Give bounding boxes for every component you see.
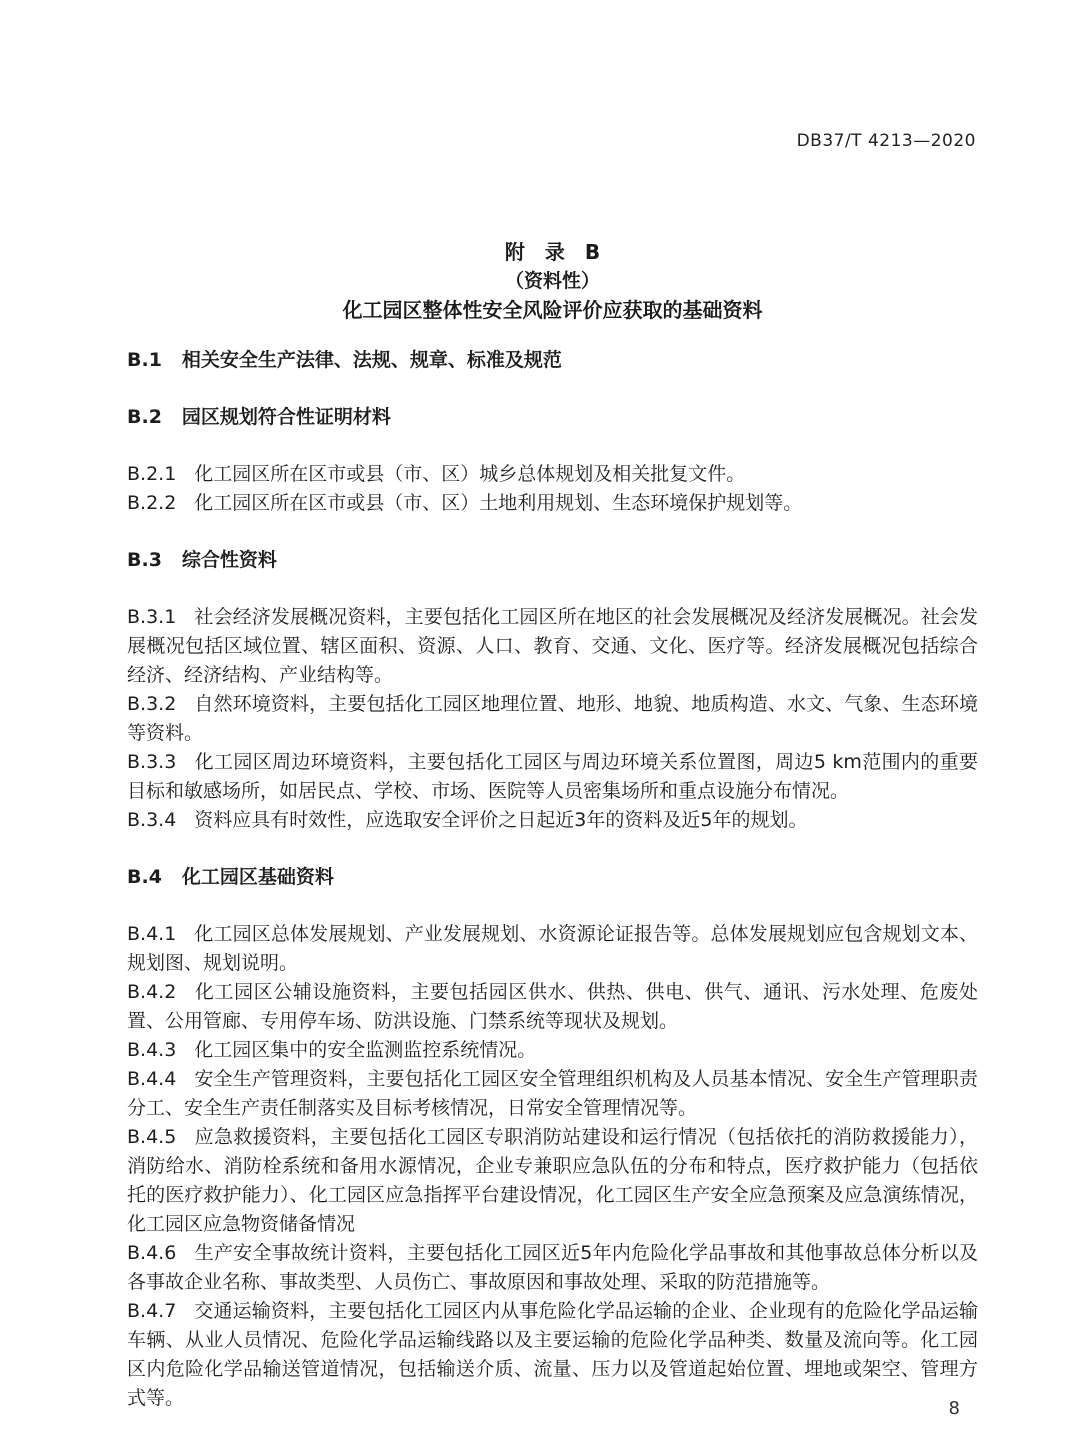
clause-number: B.2.2 bbox=[127, 492, 177, 514]
clause-text: 化工园区公辅设施资料，主要包括园区供水、供热、供电、供气、通讯、污水处理、危废处置、公用管廊、专用停车场、防洪设施、门禁系统等现状及规划。 bbox=[127, 981, 978, 1032]
page-number: 8 bbox=[948, 1398, 960, 1419]
section-title: 园区规划符合性证明材料 bbox=[181, 406, 391, 428]
appendix-title: 化工园区整体性安全风险评价应获取的基础资料 bbox=[342, 298, 763, 322]
clause-b3-2 bbox=[127, 690, 978, 748]
clause-number: B.2.1 bbox=[127, 463, 177, 485]
clause-number: B.4.4 bbox=[127, 1068, 177, 1090]
section-title: 化工园区基础资料 bbox=[181, 866, 334, 888]
clause-text: 交通运输资料，主要包括化工园区内从事危险化学品运输的企业、企业现有的危险化学品运输车辆、从业人员情况、危险化学品运输线路以及主要运输的危险化学品种类、数量及流向等。化工园区内危险化学品输送管道情况，包括输送介质、流量、压力以及管道起始位置、埋地或架空、管理方式等。 bbox=[127, 1300, 978, 1409]
section-number: B.3 bbox=[127, 549, 162, 571]
clause-text: 化工园区总体发展规划、产业发展规划、水资源论证报告等。总体发展规划应包含规划文本、规划图、规划说明。 bbox=[127, 923, 978, 974]
clause-text: 化工园区集中的安全监测监控系统情况。 bbox=[194, 1039, 537, 1061]
clause-b4-5 bbox=[127, 1123, 978, 1239]
clause-b3-4 bbox=[127, 806, 978, 835]
document-body bbox=[127, 346, 978, 1413]
clause-text: 生产安全事故统计资料，主要包括化工园区近5年内危险化学品事故和其他事故总体分析以及各事故企业名称、事故类型、人员伤亡、事故原因和事故处理、采取的防范措施等。 bbox=[127, 1242, 978, 1293]
clause-text: 资料应具有时效性，应选取安全评价之日起近3年的资料及近5年的规划。 bbox=[194, 809, 808, 831]
clause-b3-3 bbox=[127, 748, 978, 806]
section-title: 相关安全生产法律、法规、规章、标准及规范 bbox=[181, 349, 562, 371]
section-heading-b2 bbox=[127, 403, 978, 432]
clause-number: B.4.6 bbox=[127, 1242, 177, 1264]
clause-number: B.4.1 bbox=[127, 923, 177, 945]
clause-number: B.4.3 bbox=[127, 1039, 177, 1061]
clause-number: B.4.2 bbox=[127, 981, 177, 1003]
clause-number: B.4.5 bbox=[127, 1126, 177, 1148]
clause-b3-1 bbox=[127, 603, 978, 690]
clause-text: 安全生产管理资料，主要包括化工园区安全管理组织机构及人员基本情况、安全生产管理职责分工、安全生产责任制落实及目标考核情况，日常安全管理情况等。 bbox=[127, 1068, 978, 1119]
clause-b4-1 bbox=[127, 920, 978, 978]
standard-number-header: DB37/T 4213—2020 bbox=[796, 131, 976, 151]
appendix-label: 附 录 B bbox=[504, 240, 601, 264]
section-number: B.2 bbox=[127, 406, 162, 428]
section-heading-b4 bbox=[127, 863, 978, 892]
clause-b4-4 bbox=[127, 1065, 978, 1123]
clause-number: B.3.4 bbox=[127, 809, 177, 831]
clause-b2-1 bbox=[127, 460, 978, 489]
section-number: B.1 bbox=[127, 349, 162, 371]
clause-b2-2 bbox=[127, 489, 978, 518]
clause-number: B.3.2 bbox=[127, 693, 177, 715]
clause-text: 社会经济发展概况资料，主要包括化工园区所在地区的社会发展概况及经济发展概况。社会发展概况包括区域位置、辖区面积、资源、人口、教育、交通、文化、医疗等。经济发展概况包括综合经济、经济结构、产业结构等。 bbox=[127, 606, 978, 686]
clause-text: 应急救援资料，主要包括化工园区专职消防站建设和运行情况（包括依托的消防救援能力），消防给水、消防栓系统和备用水源情况，企业专兼职应急队伍的分布和特点，医疗救护能力（包括依托的医疗救护能力）、化工园区应急指挥平台建设情况，化工园区生产安全应急预案及应急演练情况，化工园区应急物资储备情况 bbox=[127, 1126, 978, 1235]
clause-number: B.3.1 bbox=[127, 606, 177, 628]
clause-text: 化工园区所在区市或县（市、区）土地利用规划、生态环境保护规划等。 bbox=[194, 492, 803, 514]
clause-b4-7 bbox=[127, 1297, 978, 1413]
clause-number: B.3.3 bbox=[127, 751, 177, 773]
section-heading-b1 bbox=[127, 346, 978, 375]
clause-b4-2 bbox=[127, 978, 978, 1036]
clause-b4-6 bbox=[127, 1239, 978, 1297]
section-number: B.4 bbox=[127, 866, 162, 888]
appendix-informative-note: （资料性） bbox=[504, 270, 600, 292]
clause-b4-3 bbox=[127, 1036, 978, 1065]
clause-number: B.4.7 bbox=[127, 1300, 177, 1322]
clause-text: 化工园区所在区市或县（市、区）城乡总体规划及相关批复文件。 bbox=[194, 463, 746, 485]
clause-text: 自然环境资料，主要包括化工园区地理位置、地形、地貌、地质构造、水文、气象、生态环境等资料。 bbox=[127, 693, 978, 744]
section-title: 综合性资料 bbox=[181, 549, 277, 571]
section-heading-b3 bbox=[127, 546, 978, 575]
clause-text: 化工园区周边环境资料，主要包括化工园区与周边环境关系位置图，周边5 km范围内的重要目标和敏感场所，如居民点、学校、市场、医院等人员密集场所和重点设施分布情况。 bbox=[127, 751, 978, 802]
appendix-title-block bbox=[127, 238, 978, 325]
